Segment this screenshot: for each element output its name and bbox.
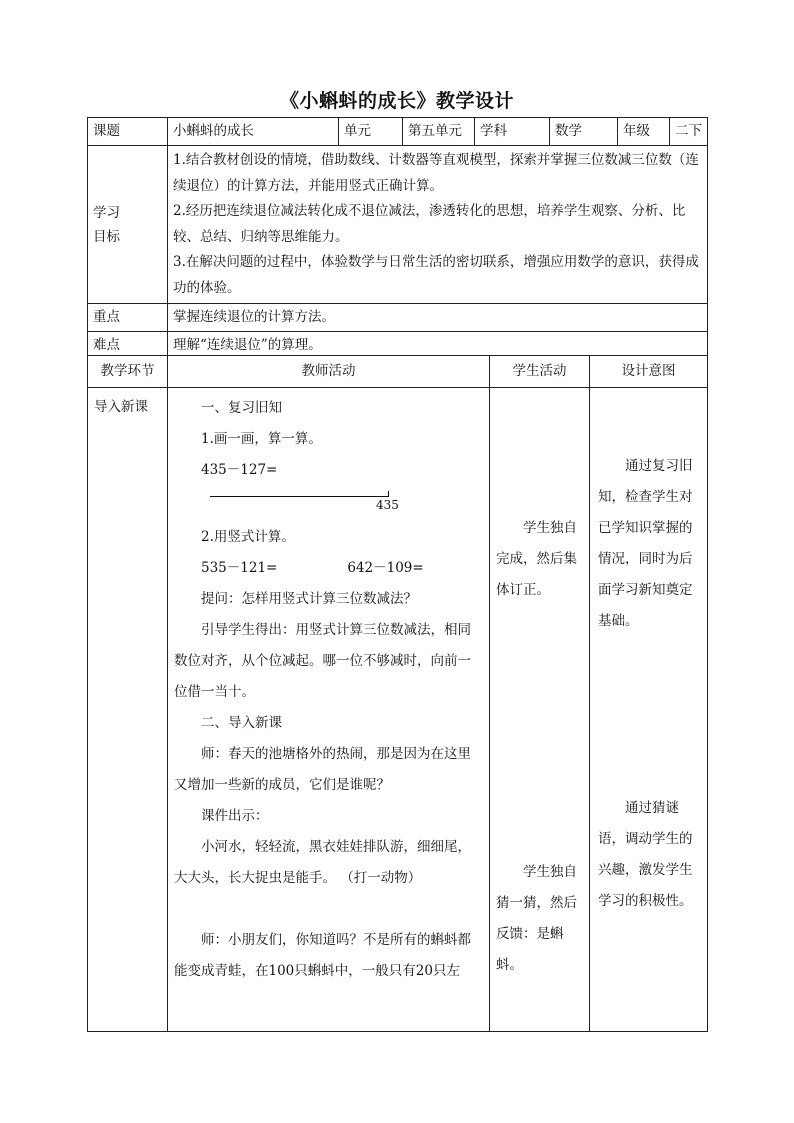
student-activity: [490, 387, 589, 1019]
review-q2: 2.用竖式计算。: [201, 529, 295, 545]
review-eq2: 535－121=: [201, 560, 278, 576]
review-title: 一、复习旧知: [201, 400, 282, 416]
teacher-activity-cell: [168, 387, 490, 1032]
objective-item-2: 2.经历把连续退位减法转化成不退位减法，渗透转化的思想，培养学生观察、分析、比较、总结、归纳等思维能力。: [173, 203, 686, 245]
header-student-cell: 学生活动: [490, 356, 590, 388]
review-guide: 引导学生得出：用竖式计算三位数减法，相同数位对齐，从个位减起。哪一位不够减时，向前一位借一当十。: [174, 622, 471, 700]
topic-value: 小蝌蚪的成长: [168, 118, 339, 146]
intro-title: 二、导入新课: [201, 715, 282, 731]
student-block-2: [496, 857, 585, 981]
header-stage-cell: 教学环节: [88, 356, 168, 388]
review-ask: 提问：怎样用竖式计算三位数减法？: [201, 591, 417, 607]
process-header-table: [87, 355, 708, 388]
design-block-1: [598, 451, 701, 637]
page-title: 《小蝌蚪的成长》教学设计: [279, 90, 514, 112]
design-intent-1: 通过复习旧知，检查学生对已学知识掌握的情况，同时为后面学习新知奠定基础。: [598, 458, 693, 629]
grade-value: 二下: [670, 118, 708, 146]
stage-cell: [88, 387, 168, 1032]
objectives-label-line1: 学习: [93, 204, 120, 221]
objectives-body: [168, 146, 708, 304]
review-eq1: 435－127=: [201, 462, 278, 478]
process-title: 教学过程: [88, 360, 708, 388]
stage-label: 导入新课: [94, 399, 148, 415]
objectives-label-line2: 目标: [93, 228, 120, 245]
spacer: [174, 894, 483, 925]
teacher-activity: [168, 387, 489, 987]
process-body-row: [88, 387, 708, 1032]
difficulty-label: 难点: [88, 332, 168, 360]
key-point-label: 重点: [88, 304, 168, 332]
objective-item-1: 1.结合教材创设的情境，借助数线、计数器等直观模型，探索并掌握三位数减三位数（连续退位）的计算方法，并能用竖式正确计算。: [173, 152, 699, 194]
student-activity-cell: [490, 387, 590, 1032]
review-q1: 1.画一画，算一算。: [201, 431, 322, 447]
number-line-axis: [210, 496, 388, 497]
intro-riddle: 小河水，轻轻流，黑衣娃娃排队游，细细尾，大大头，长大捉虫是能手。 （打一动物）: [174, 839, 471, 886]
key-point-value: 掌握连续退位的计算方法。: [168, 304, 708, 332]
objective-item-3: 3.在解决问题的过程中，体验数学与日常生活的密切联系，增强应用数学的意识，获得成功的体验。: [173, 254, 699, 296]
unit-label: 单元: [339, 118, 403, 146]
number-line-label: 435: [376, 498, 399, 512]
design-block-2: [598, 793, 703, 917]
intro-teacher-2: 师：小朋友们，你知道吗？不是所有的蝌蚪都能变成青蛙，在100只蝌蚪中，一般只有20只左: [174, 932, 471, 979]
intro-teacher-1: 师：春天的池塘格外的热闹，那是因为在这里又增加一些新的成员，它们是谁呢？: [174, 746, 471, 793]
process-header-overlay-row: [88, 356, 708, 388]
number-line-tick: [388, 491, 389, 497]
difficulty-value: 理解“连续退位”的算理。: [168, 332, 708, 360]
topic-label: 课题: [88, 118, 168, 146]
student-activity-2: 学生独自猜一猜，然后反馈：是蝌蚪。: [496, 864, 577, 973]
key-point-row: [88, 304, 708, 332]
process-table: [87, 386, 708, 1032]
review-eq-row: [174, 553, 483, 584]
student-activity-1: 学生独自完成，然后集体订正。: [496, 520, 577, 598]
objectives-row: [88, 146, 708, 304]
lesson-plan-table: [87, 117, 708, 388]
info-row: [88, 118, 708, 146]
header-teacher-cell: 教师活动: [168, 356, 490, 388]
number-line: [206, 486, 483, 522]
intro-show: 课件出示：: [201, 808, 269, 824]
objectives-label: [88, 146, 168, 304]
design-intent: [590, 387, 707, 1019]
unit-value: 第五单元: [403, 118, 475, 146]
student-block-1: [496, 513, 585, 606]
grade-label: 年级: [618, 118, 670, 146]
design-intent-cell: [590, 387, 708, 1032]
subject-label: 学科: [475, 118, 550, 146]
header-design-cell: 设计意图: [590, 356, 708, 388]
review-eq3: 642－109=: [347, 560, 424, 576]
design-intent-2: 通过猜谜语，调动学生的兴趣，激发学生学习的积极性。: [598, 800, 693, 909]
subject-value: 数学: [550, 118, 618, 146]
